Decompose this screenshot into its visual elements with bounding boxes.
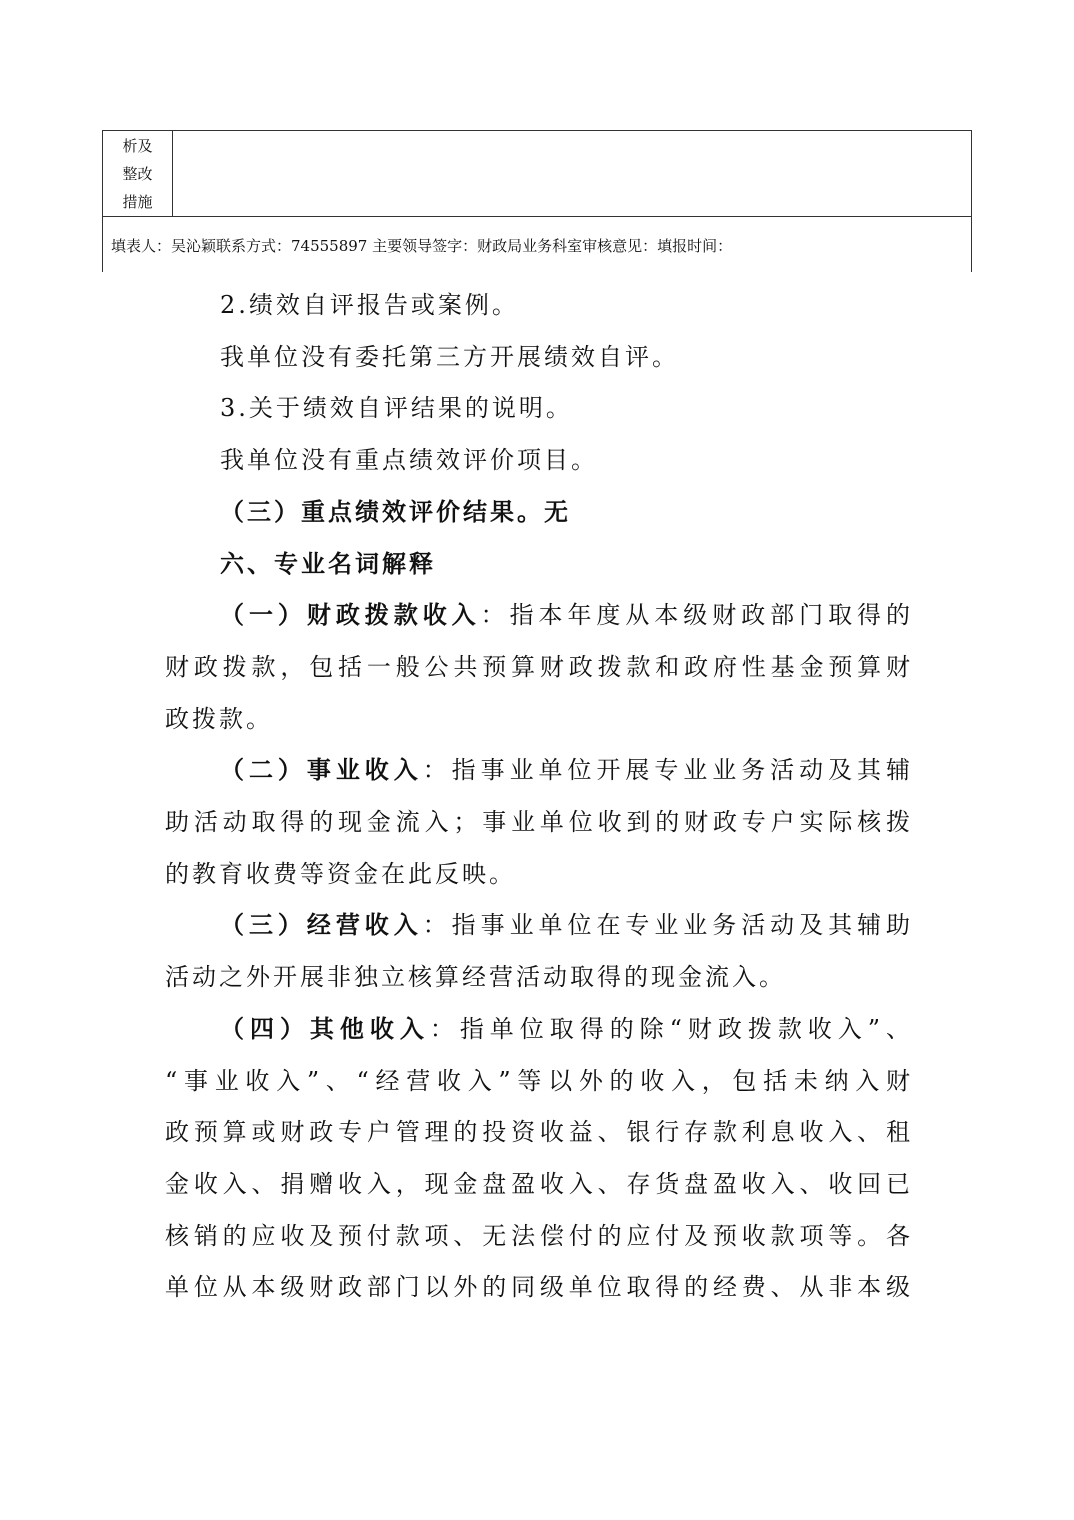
- evaluation-table: [102, 130, 972, 272]
- text-line: [165, 1261, 910, 1313]
- table-footer-text: 填表人：吴沁颖联系方式：74555897 主要领导签字：财政局业务科室审核意见：填报时间：: [111, 237, 733, 255]
- text-line: [220, 382, 573, 434]
- text-line: [220, 589, 910, 641]
- text-line: [165, 1210, 910, 1262]
- line-text: 我单位没有重点绩效评价项目。: [220, 446, 598, 475]
- text-line: [165, 1106, 910, 1158]
- table-divider: [103, 216, 971, 217]
- text-line: [220, 486, 571, 538]
- line-text: 的教育收费等资金在此反映。: [165, 859, 516, 888]
- text-line: [220, 744, 910, 796]
- bold-term: （三）重点绩效评价结果。无: [220, 496, 571, 526]
- bold-term: （三）经营收入: [220, 910, 423, 940]
- label-line: 整改: [122, 165, 153, 183]
- line-text: ：指事业单位开展专业业务活动及其辅: [422, 756, 910, 785]
- text-line: [165, 1055, 910, 1107]
- line-text: 金收入、捐赠收入，现金盘盈收入、存货盘盈收入、收回已: [165, 1169, 910, 1198]
- text-line: [165, 951, 786, 1003]
- bold-term: （二）事业收入: [220, 755, 423, 785]
- line-text: 财政拨款，包括一般公共预算财政拨款和政府性基金预算财: [165, 652, 910, 681]
- line-text: 助活动取得的现金流入；事业单位收到的财政专户实际核拨: [165, 808, 910, 836]
- line-text: ：指本年度从本级财政部门取得的: [480, 601, 910, 630]
- bold-term: （一）财政拨款收入: [220, 600, 481, 630]
- line-text: ：指单位取得的除“财政拨款收入”、: [429, 1014, 910, 1043]
- text-line: [165, 796, 910, 848]
- bold-term: 六、专业名词解释: [220, 548, 436, 578]
- table-row-label: [103, 131, 173, 216]
- bold-term: （四）其他收入: [220, 1013, 430, 1043]
- label-line: 析及: [122, 137, 153, 155]
- line-text: 3.关于绩效自评结果的说明。: [220, 394, 573, 423]
- text-line: [165, 848, 516, 900]
- line-text: 活动之外开展非独立核算经营活动取得的现金流入。: [165, 963, 786, 992]
- text-line: [220, 434, 598, 486]
- line-text: 政预算或财政专户管理的投资收益、银行存款利息收入、租: [165, 1118, 910, 1147]
- line-text: 2.绩效自评报告或案例。: [220, 291, 519, 319]
- text-line: [220, 1003, 910, 1055]
- text-line: [220, 538, 436, 590]
- text-line: [220, 279, 519, 331]
- text-line: [165, 641, 910, 693]
- line-text: ：指事业单位在专业业务活动及其辅助: [422, 911, 910, 940]
- line-text: 政拨款。: [165, 704, 273, 733]
- line-text: “事业收入”、“经营收入”等以外的收入，包括未纳入财: [165, 1066, 910, 1095]
- label-line: 措施: [122, 193, 153, 211]
- text-line: [165, 693, 273, 745]
- line-text: 单位从本级财政部门以外的同级单位取得的经费、从非本级: [165, 1273, 910, 1302]
- text-line: [220, 331, 679, 383]
- text-line: [165, 1158, 910, 1210]
- line-text: 核销的应收及预付款项、无法偿付的应付及预收款项等。各: [165, 1221, 910, 1250]
- text-line: [220, 899, 910, 951]
- line-text: 我单位没有委托第三方开展绩效自评。: [220, 342, 679, 371]
